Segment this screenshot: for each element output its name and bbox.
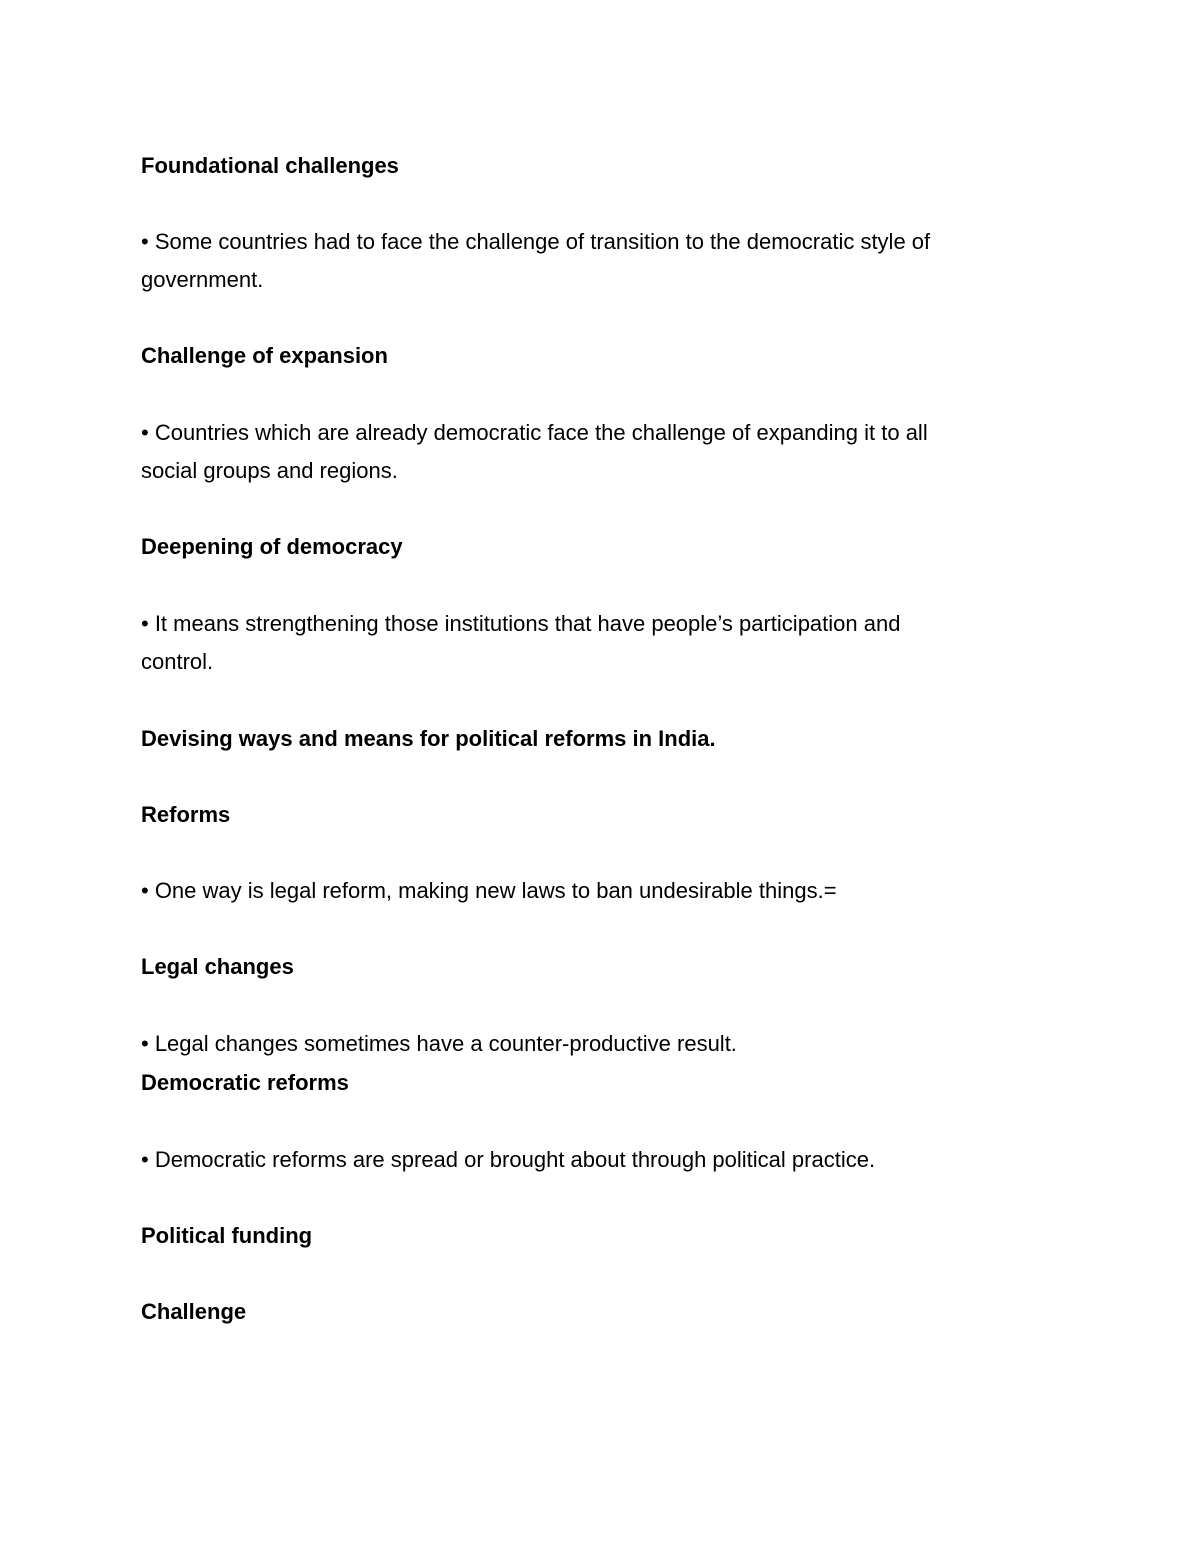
bullet-text: • One way is legal reform, making new laws to ban undesirable things.= [141, 878, 837, 903]
section-heading: Challenge of expansion [141, 343, 388, 368]
section-heading: Deepening of democracy [141, 534, 403, 559]
section-heading: Foundational challenges [141, 153, 399, 178]
bullet-text-continued: government. [141, 267, 264, 292]
bullet-text: • It means strengthening those institutions that have people’s participation and [141, 611, 901, 636]
bullet-text-continued: control. [141, 649, 214, 674]
section-heading: Devising ways and means for political reforms in India. [141, 726, 716, 751]
bullet-text: • Legal changes sometimes have a counter-productive result. [141, 1031, 737, 1056]
section-heading: Challenge [141, 1299, 247, 1324]
section-heading: Reforms [141, 802, 231, 827]
bullet-text-continued: social groups and regions. [141, 458, 398, 483]
bullet-text: • Democratic reforms are spread or brought about through political practice. [141, 1147, 876, 1172]
section-heading: Democratic reforms [141, 1070, 349, 1095]
section-heading: Legal changes [141, 954, 294, 979]
section-heading: Political funding [141, 1223, 313, 1248]
bullet-text: • Countries which are already democratic face the challenge of expanding it to all [141, 420, 928, 445]
bullet-text: • Some countries had to face the challenge of transition to the democratic style of [141, 229, 931, 254]
